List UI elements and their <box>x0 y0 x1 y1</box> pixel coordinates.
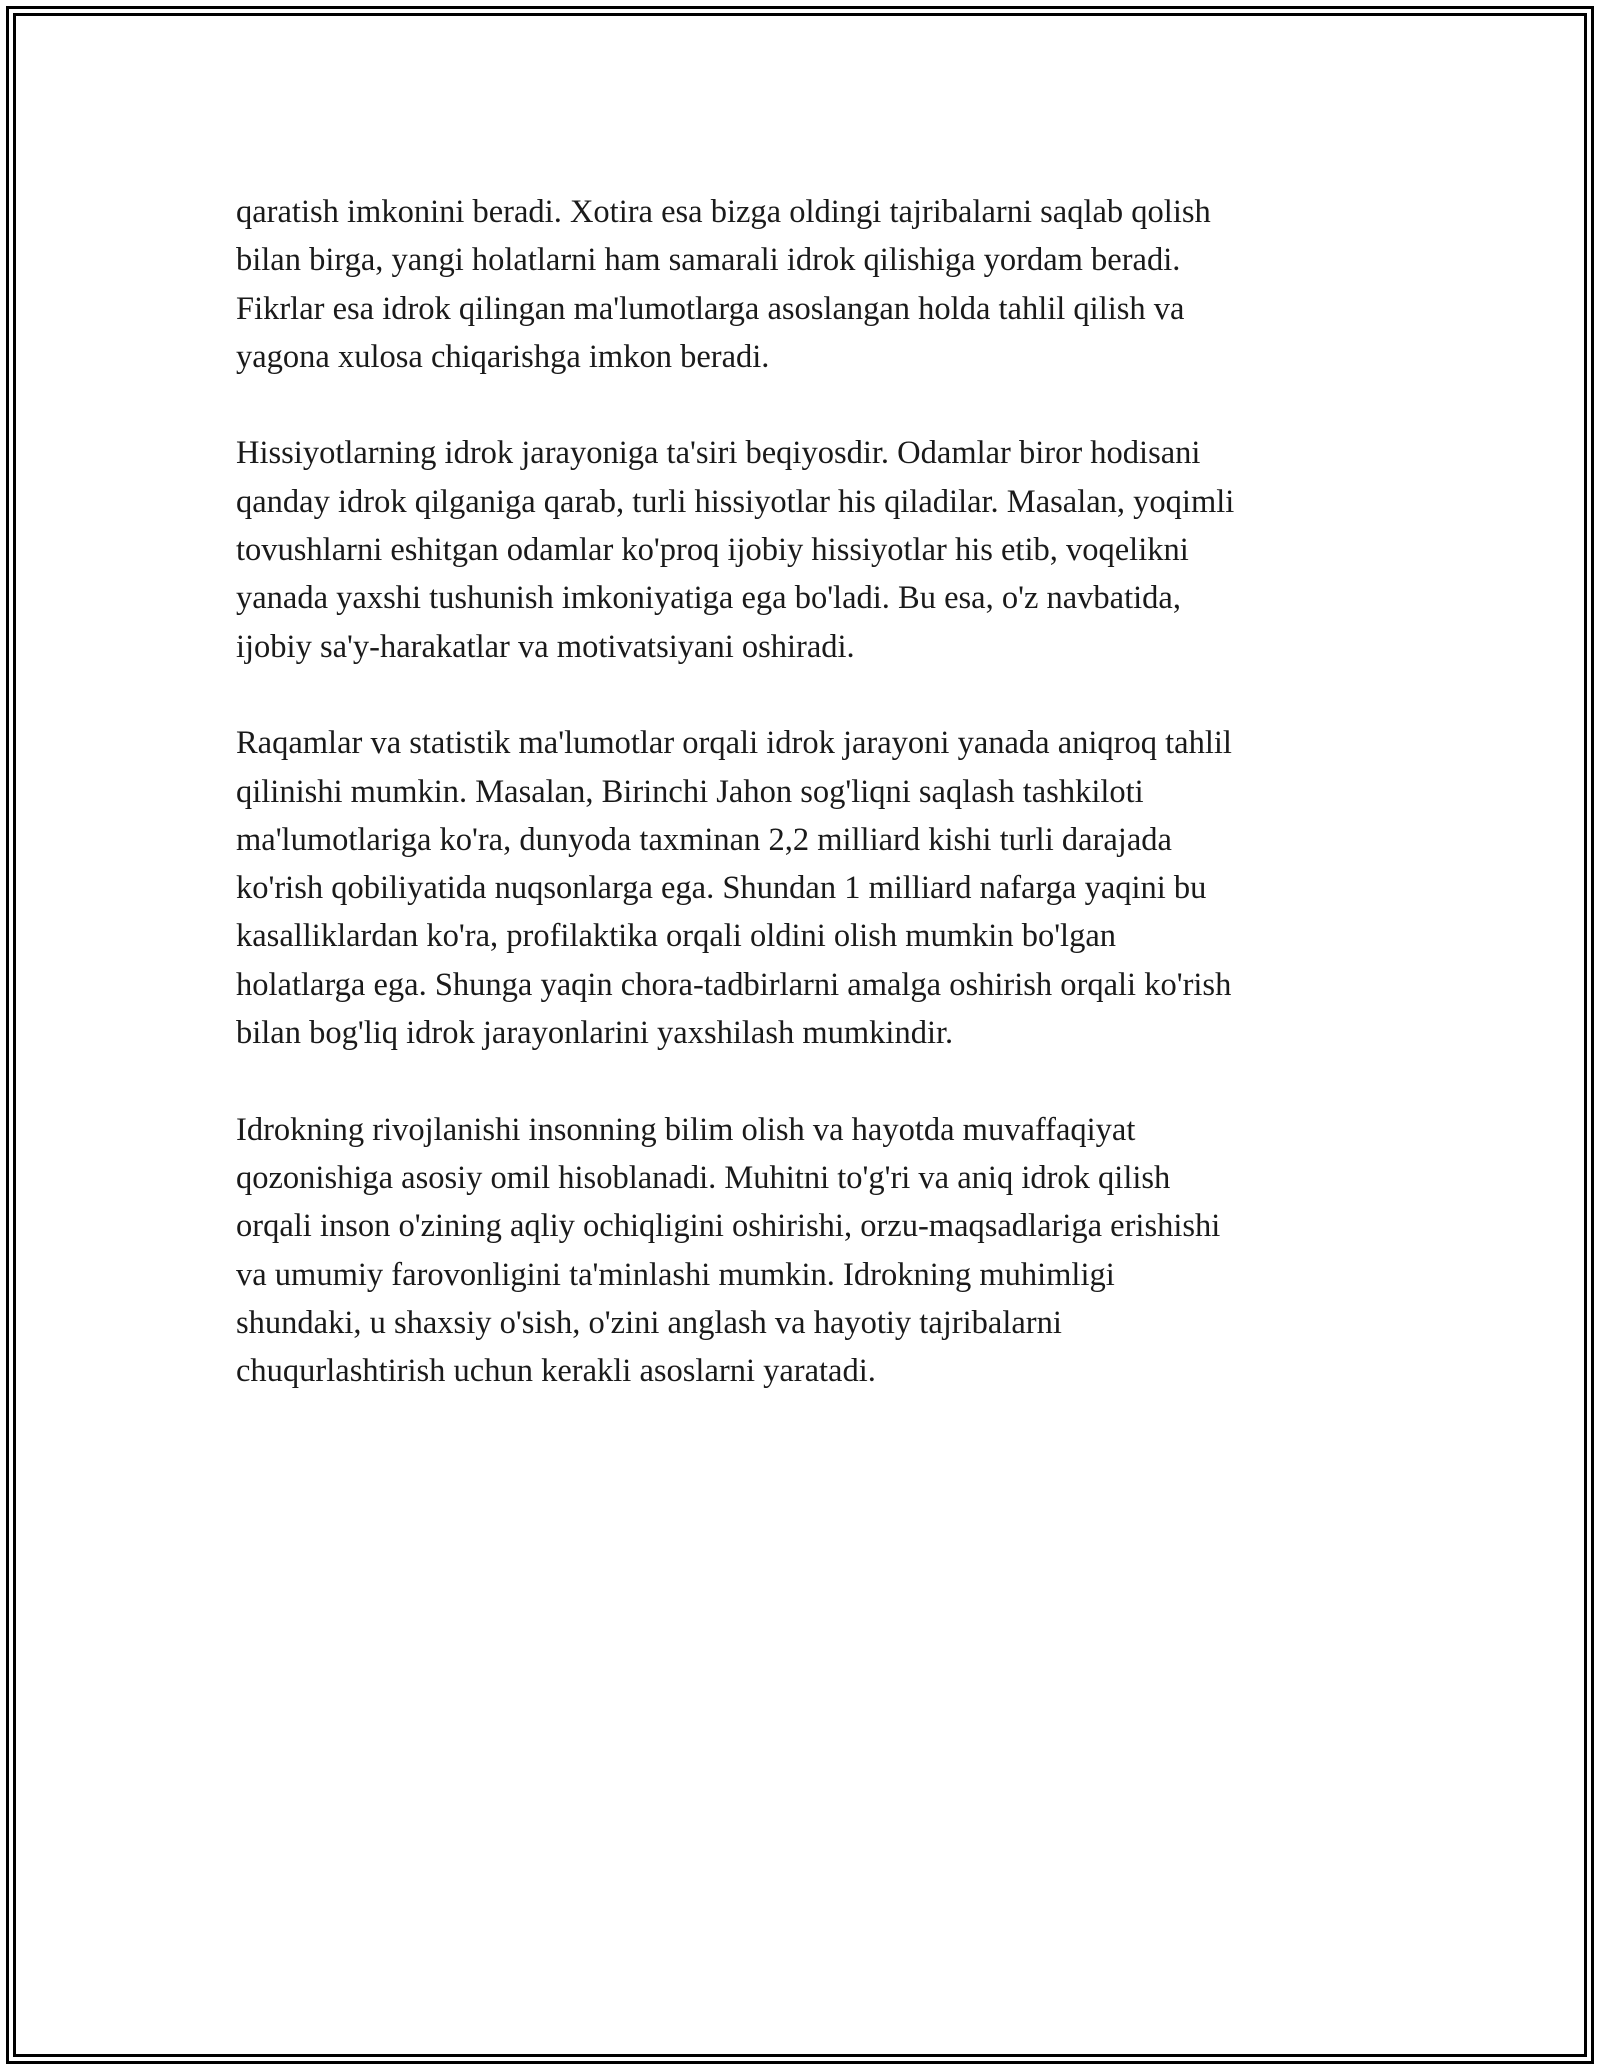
text-line: orqali inson o'zining aqliy ochiqligini oshirishi, orzu-maqsadlariga erishishi <box>236 1208 1221 1245</box>
paragraph-4 <box>236 1106 1376 1396</box>
text-line: yagona xulosa chiqarishga imkon beradi. <box>236 338 770 375</box>
text-line: ijobiy sa'y-harakatlar va motivatsiyani oshiradi. <box>236 628 855 665</box>
text-line: Idrokning rivojlanishi insonning bilim olish va hayotda muvaffaqiyat <box>236 1111 1136 1148</box>
text-line: tovushlarni eshitgan odamlar ko'proq ijobiy hissiyotlar his etib, voqelikni <box>236 532 1189 569</box>
text-line: Raqamlar va statistik ma'lumotlar orqali idrok jarayoni yanada aniqroq tahlil <box>236 725 1232 762</box>
text-line: chuqurlashtirish uchun kerakli asoslarni yaratadi. <box>236 1353 876 1390</box>
text-line: Fikrlar esa idrok qilingan ma'lumotlarga asoslangan holda tahlil qilish va <box>236 290 1185 327</box>
text-line: qilinishi mumkin. Masalan, Birinchi Jahon sog'liqni saqlash tashkiloti <box>236 773 1144 810</box>
text-line: yanada yaxshi tushunish imkoniyatiga ega bo'ladi. Bu esa, o'z navbatida, <box>236 580 1181 617</box>
paragraph-2 <box>236 429 1376 670</box>
text-line: bilan birga, yangi holatlarni ham samarali idrok qilishiga yordam beradi. <box>236 242 1181 279</box>
text-line: qanday idrok qilganiga qarab, turli hissiyotlar his qiladilar. Masalan, yoqimli <box>236 483 1235 520</box>
text-line: qozonishiga asosiy omil hisoblanadi. Muhitni to'g'ri va aniq idrok qilish <box>236 1159 1171 1196</box>
text-line: ko'rish qobiliyatida nuqsonlarga ega. Shundan 1 milliard nafarga yaqini bu <box>236 870 1207 907</box>
text-line: bilan bog'liq idrok jarayonlarini yaxshilash mumkindir. <box>236 1015 954 1052</box>
text-line: ma'lumotlariga ko'ra, dunyoda taxminan 2,2 milliard kishi turli darajada <box>236 821 1172 858</box>
text-line: kasalliklardan ko'ra, profilaktika orqali oldini olish mumkin bo'lgan <box>236 918 1117 955</box>
paragraph-3 <box>236 719 1376 1057</box>
text-line: va umumiy farovonligini ta'minlashi mumkin. Idrokning muhimligi <box>236 1256 1115 1293</box>
paragraph-1 <box>236 188 1376 381</box>
text-line: Hissiyotlarning idrok jarayoniga ta'siri beqiyosdir. Odamlar biror hodisani <box>236 435 1201 472</box>
text-line: qaratish imkonini beradi. Xotira esa bizga oldingi tajribalarni saqlab qolish <box>236 194 1211 230</box>
text-line: shundaki, u shaxsiy o'sish, o'zini anglash va hayotiy tajribalarni <box>236 1304 1062 1341</box>
document-body <box>236 188 1376 1395</box>
text-line: holatlarga ega. Shunga yaqin chora-tadbirlarni amalga oshirish orqali ko'rish <box>236 966 1232 1003</box>
